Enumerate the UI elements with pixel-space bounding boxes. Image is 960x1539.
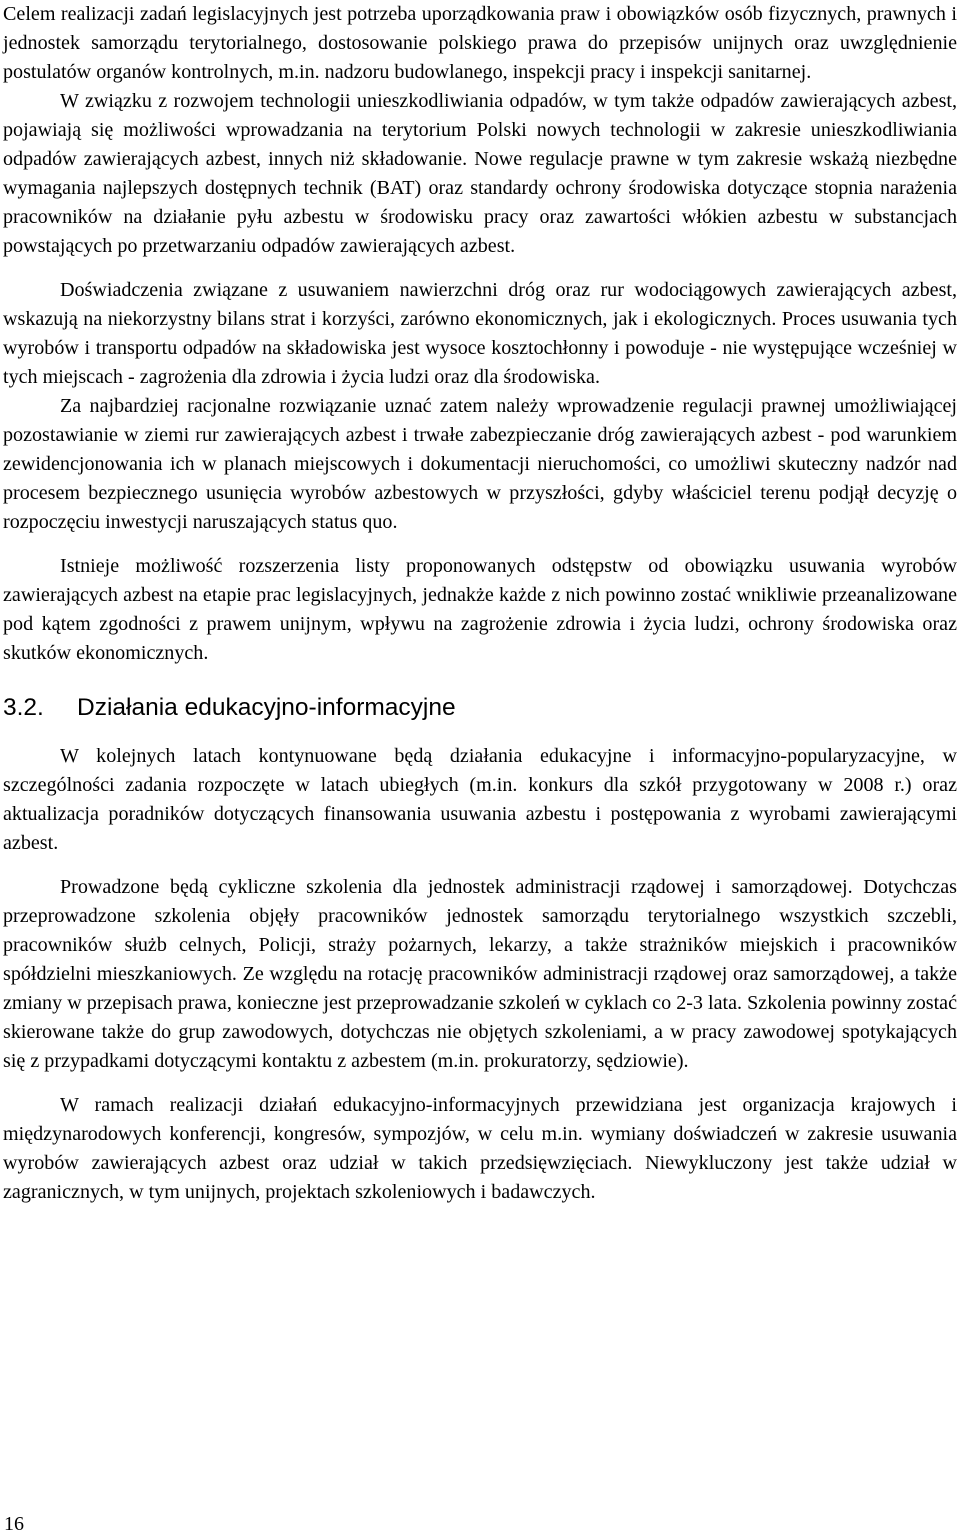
paragraph-spacer [3, 261, 957, 276]
paragraph-experience: Doświadczenia związane z usuwaniem nawierzchni dróg oraz rur wodociągowych zawierających azbest, wskazują na niekorzystny bilans strat i korzyści, zarówno ekonomicznych, jak i ekologicznych. Proces usuwania tych wyrobów i transportu odpadów na składowiska jest wysoce kosztochłonny i powoduje - nie występujące wcześniej w tych miejscach - zagrożenia dla zdrowia i życia ludzi oraz dla środowiska. [3, 279, 957, 388]
section-spacer [3, 668, 957, 691]
section-spacer [3, 725, 957, 742]
paragraph-legislative-goals: Celem realizacji zadań legislacyjnych jest potrzeba uporządkowania praw i obowiązków osób fizycznych, prawnych i jednostek samorządu terytorialnego, dostosowanie polskiego prawa do przepisów unijnych oraz uwzględnienie postulatów organów kontrolnych, m.in. nadzoru budowlanego, inspekcji pracy i inspekcji sanitarnej. [3, 3, 957, 83]
paragraph-continued-actions: W kolejnych latach kontynuowane będą działania edukacyjne i informacyjno-popularyzacyjne, w szczególności zadania rozpoczęte w latach ubiegłych (m.in. konkurs dla szkół przygotowany w 2008 r.) oraz aktualizacja poradników dotyczących finansowania usuwania azbestu i postępowania z wyrobami zawierającymi azbest. [3, 745, 957, 854]
paragraph-exemptions: Istnieje możliwość rozszerzenia listy proponowanych odstępstw od obowiązku usuwania wyrobów zawierających azbest na etapie prac legislacyjnych, jednakże każde z nich powinno zostać wnikliwie przeanalizowane pod kątem zgodności z prawem unijnym, wpływu na zagrożenie zdrowia i życia ludzi, ochrony środowiska oraz skutków ekonomicznych. [3, 555, 957, 664]
section-title: Działania edukacyjno-informacyjne [77, 694, 456, 721]
paragraph-conferences: W ramach realizacji działań edukacyjno-informacyjnych przewidziana jest organizacja krajowych i międzynarodowych konferencji, kongresów, sympozjów, w celu m.in. wymiany doświadczeń w zakresie usuwania wyrobów zawierających azbest oraz udział w takich przedsięwzięciach. Niewykluczony jest także udział w zagranicznych, w tym unijnych, projektach szkoleniowych i badawczych. [3, 1094, 957, 1203]
document-page [3, 0, 957, 1207]
page-number: 16 [4, 1513, 24, 1535]
paragraph-rational-solution: Za najbardziej racjonalne rozwiązanie uznać zatem należy wprowadzenie regulacji prawnej umożliwiającej pozostawianie w ziemi rur zawierających azbest i trwałe zabezpieczanie dróg zawierających azbest - pod warunkiem zewidencjonowania ich w planach miejscowych i dokumentacji nieruchomości, co umożliwi skuteczny nadzór nad procesem bezpiecznego usunięcia wyrobów azbestowych w przyszłości, gdyby właściciel terenu podjął decyzję o rozpoczęciu inwestycji naruszających status quo. [3, 395, 957, 533]
section-heading [3, 691, 957, 725]
section-number: 3.2. [3, 694, 44, 721]
paragraph-spacer [3, 537, 957, 552]
paragraph-trainings: Prowadzone będą cykliczne szkolenia dla jednostek administracji rządowej i samorządowej. Dotychczas przeprowadzone szkolenia objęły pracowników jednostek samorządu terytorialnego wszystkich szczebli, pracowników służb celnych, Policji, straży pożarnych, lekarzy, a także strażników miejskich i pracowników spółdzielni mieszkaniowych. Ze względu na rotację pracowników administracji rządowej oraz samorządowej, a także zmiany w przepisach prawa, konieczne jest przeprowadzanie szkoleń w cyklach co 2-3 lata. Szkolenia powinny zostać skierowane także do grup zawodowych, dotychczas nie objętych szkoleniami, a w pracy zawodowej spotykających się z przypadkami dotyczącymi kontaktu z azbestem (m.in. prokuratorzy, sędziowie). [3, 876, 957, 1072]
paragraph-spacer [3, 1076, 957, 1091]
paragraph-spacer [3, 858, 957, 873]
paragraph-technology: W związku z rozwojem technologii unieszkodliwiania odpadów, w tym także odpadów zawierających azbest, pojawiają się możliwości wprowadzania na terytorium Polski nowych technologii w zakresie unieszkodliwiania odpadów zawierających azbest, innych niż składowanie. Nowe regulacje prawne w tym zakresie wskażą niezbędne wymagania najlepszych dostępnych technik (BAT) oraz standardy ochrony środowiska dotyczące stopnia narażenia pracowników na działanie pyłu azbestu w środowisku pracy oraz zawartości włókien azbestu w substancjach powstających po przetwarzaniu odpadów zawierających azbest. [3, 90, 957, 257]
